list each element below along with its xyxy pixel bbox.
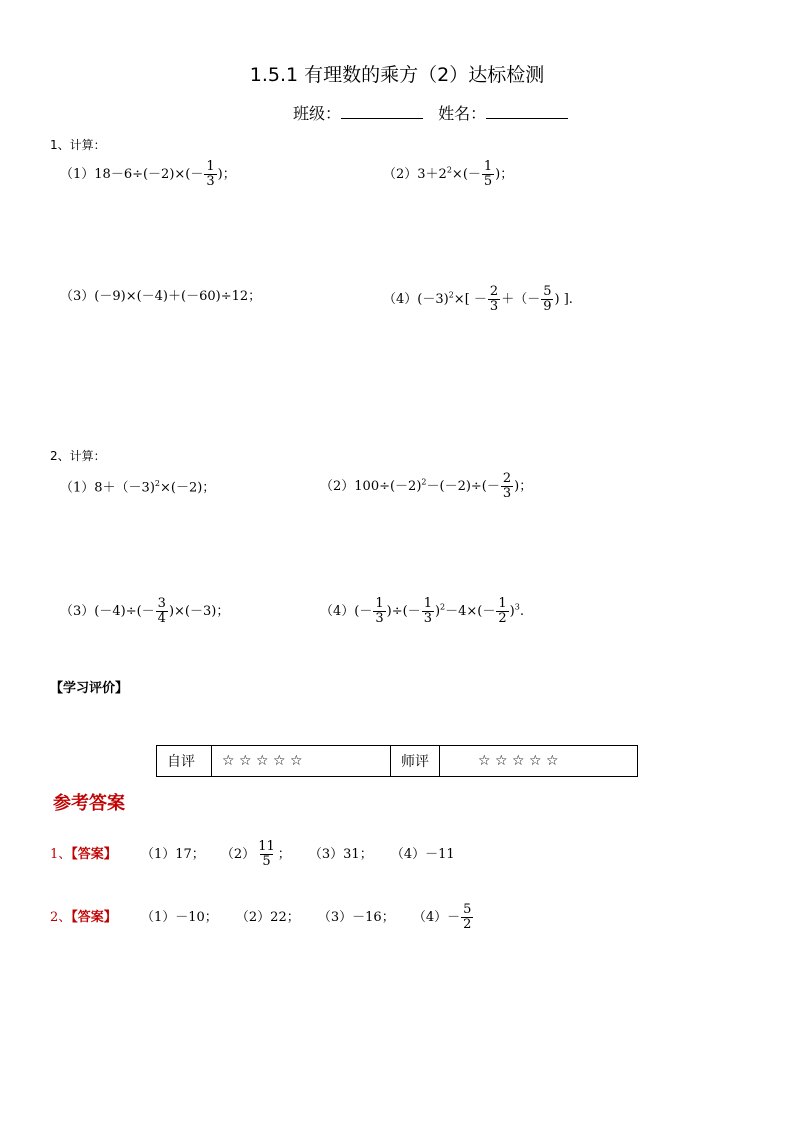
answer-1: 1、【答案】 （1）17； （2） $\frac{11}{5}$ ； （3）31； （4）－11	[50, 839, 455, 869]
s1-problem-4: $(4)(-3)^2\times$[ － $\frac{2}{3}$ ＋（－ $\frac{5}{9}$ ) ].	[383, 284, 573, 314]
s2-problem-2: $(2)100\div(-2)^2-(-2)\div(-$ $\frac{2}{3}$ )；	[320, 471, 533, 501]
name-label: 姓名：	[438, 104, 487, 123]
section2-heading: 2、计算：	[50, 449, 106, 463]
section1-heading: 1、计算：	[50, 138, 106, 152]
s1-problem-3: （3）(－9)×(－4)＋(－60)÷12；	[60, 289, 262, 304]
class-label: 班级：	[293, 104, 342, 123]
student-info	[293, 101, 578, 124]
s2-problem-4: （4）(－ $\frac{1}{3}$ )÷(－ $\frac{1}{3}$ )$^2$－4×(－ $\frac{1}{2}$ )$^3$.	[320, 596, 524, 626]
class-blank[interactable]	[341, 103, 423, 119]
s1-problem-2: $(2)3+2^2\times(-$ $\frac{1}{5}$ )；	[383, 159, 514, 189]
s2-problem-3: （3）(－4)÷(－ $\frac{3}{4}$ )×(－3)；	[60, 596, 230, 626]
name-blank[interactable]	[486, 103, 568, 119]
page-title: 1.5.1 有理数的乘方（2）达标检测	[249, 64, 545, 86]
answer-2: 2、【答案】 （1）－10； （2）22； （3）－16； （4）－ $\frac{5}{2}$	[50, 902, 472, 932]
self-eval-label: 自评	[157, 746, 212, 777]
self-eval-stars[interactable]: ☆ ☆ ☆ ☆ ☆	[212, 746, 391, 777]
s1-problem-1: （1）18－6÷(－2)×(－ $\frac{1}{3}$ )；	[60, 159, 236, 189]
s2-problem-1: （1）8＋（－3)$^2$×(－2)；	[60, 479, 216, 496]
evaluation-table	[156, 745, 638, 777]
teacher-eval-label: 师评	[391, 746, 440, 777]
teacher-eval-stars[interactable]: ☆ ☆ ☆ ☆ ☆	[440, 746, 638, 777]
evaluation-heading: 【学习评价】	[50, 681, 129, 696]
answers-heading: 参考答案	[53, 793, 125, 814]
